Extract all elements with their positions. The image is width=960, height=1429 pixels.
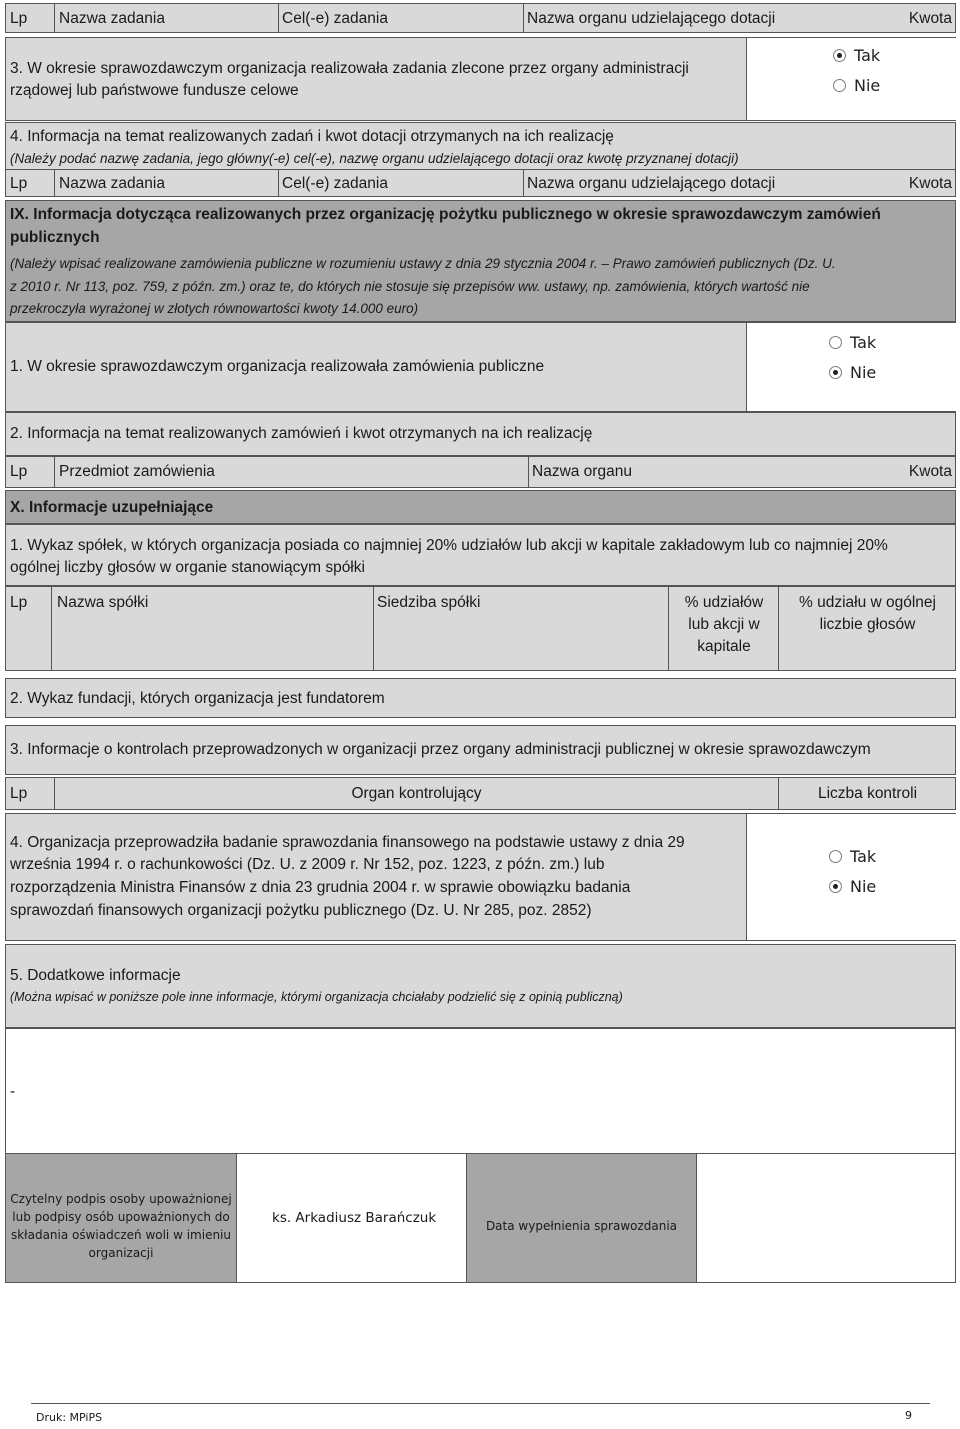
col-votes-line2: liczbie głosów [819,616,916,633]
date-value-cell[interactable] [697,1154,955,1282]
section-x [5,490,956,524]
col-task-goal: Cel(-e) zadania [282,175,388,192]
col-grant-organ: Nazwa organu udzielającego dotacji [527,175,776,192]
radio-tak[interactable]: Tak [833,46,880,65]
section-3-line2: rządowej lub państwowe fundusze celowe [10,82,299,99]
section-ix-title-1: IX. Informacja dotycząca realizowanych przez organizację pożytku publicznego w okresie sprawozdawczym zamówień [10,206,881,223]
task-table-header [5,3,956,33]
section-ix-note-2: z 2010 r. Nr 113, poz. 759, z późn. zm.) oraz te, do których nie stosuje się przepisów ww. ustawy, np. zamówienia, których wartość nie [10,279,810,294]
section-x-4-radio-panel [746,814,956,940]
section-x-5-title: 5. Dodatkowe informacje [10,967,181,984]
section-x-2 [5,678,956,718]
radio-nie[interactable]: Nie [829,363,876,382]
col-lp: Lp [10,785,28,802]
signature-block [5,1154,956,1283]
radio-tak-icon [829,850,842,863]
section-x-4 [5,813,956,941]
section-3 [5,37,956,121]
col-amount: Kwota [908,463,952,480]
col-lp: Lp [10,463,28,480]
col-organ-name: Nazwa organu [532,463,632,480]
col-shares-line3: kapitale [697,638,751,655]
section-x-3 [5,725,956,775]
radio-nie[interactable]: Nie [829,877,876,896]
date-label: Data wypełnienia sprawozdania [485,1219,678,1233]
col-lp: Lp [10,594,28,611]
section-ix-1 [5,322,956,412]
section-x-2-text: 2. Wykaz fundacji, których organizacja jest fundatorem [10,690,385,707]
section-ix-note-3: przekroczyła wyrażonej w złotych równowartości kwoty 14.000 euro) [10,301,419,316]
radio-nie-selected-icon [829,366,842,379]
section-3-radio-panel [746,38,956,120]
col-company-seat: Siedziba spółki [377,594,481,611]
section-4-title: 4. Informacja na temat realizowanych zadań i kwot dotacji otrzymanych na ich realizację [10,128,614,145]
section-4 [5,122,956,170]
col-lp: Lp [10,10,28,27]
section-x-5 [5,944,956,1028]
control-table-header [5,777,956,810]
section-ix-note-1: (Należy wpisać realizowane zamówienia publiczne w rozumieniu ustawy z dnia 29 stycznia 2004 r. – Prawo zamówień publicznych (Dz. U. [10,256,836,271]
additional-info-value: - [10,1083,16,1100]
col-grant-organ: Nazwa organu udzielającego dotacji [527,10,776,27]
signature-label-line4: organizacji [88,1246,154,1260]
signature-label-line1: Czytelny podpis osoby upoważnionej [10,1192,232,1206]
section-x-1 [5,524,956,586]
radio-tak-selected-icon [833,49,846,62]
section-x-4-line4: sprawozdań finansowych organizacji pożytku publicznego (Dz. U. Nr 285, poz. 2852) [10,902,592,919]
section-3-line1: 3. W okresie sprawozdawczym organizacja realizowała zadania zlecone przez organy administracji [10,60,689,77]
section-4-note: (Należy podać nazwę zadania, jego główny(-e) cel(-e), nazwę organu udzielającego dotacji oraz kwotę przyznanej dotacji) [10,151,739,166]
col-lp: Lp [10,175,28,192]
section-x-5-note: (Można wpisać w poniższe pole inne informacje, którymi organizacja chciałaby podzielić się z opinią publiczną) [10,990,623,1004]
radio-nie-icon [833,79,846,92]
section-x-title: X. Informacje uzupełniające [10,499,214,516]
section-x-1-line1: 1. Wykaz spółek, w których organizacja posiada co najmniej 20% udziałów lub akcji w kapitale zakładowym lub co najmniej 20% [10,537,888,554]
col-order-subject: Przedmiot zamówienia [59,463,215,480]
order-table-header [5,456,956,488]
radio-nie[interactable]: Nie [833,76,880,95]
col-amount: Kwota [908,175,952,192]
col-votes-line1: % udziału w ogólnej [798,594,936,611]
section-x-1-line2: ogólnej liczby głosów w organie stanowiącym spółki [10,559,365,576]
col-company-name: Nazwa spółki [57,594,149,611]
col-task-goal: Cel(-e) zadania [282,10,388,27]
col-control-count: Liczba kontroli [817,785,918,802]
signer-name: ks. Arkadiusz Barańczuk [272,1210,437,1226]
signature-label-cell [6,1154,237,1282]
signature-label-line2: lub podpisy osób upoważnionych do [12,1210,230,1224]
section-ix-1-text: 1. W okresie sprawozdawczym organizacja realizowała zamówienia publiczne [10,358,545,375]
radio-nie-selected-icon [829,880,842,893]
print-label: Druk: MPiPS [36,1411,103,1424]
task-table-2-header [5,169,956,197]
section-x-3-text: 3. Informacje o kontrolach przeprowadzonych w organizacji przez organy administracji publicznej w okresie sprawozdawczym [10,741,871,758]
col-amount: Kwota [908,10,952,27]
section-x-4-line1: 4. Organizacja przeprowadziła badanie sprawozdania finansowego na podstawie ustawy z dnia 29 [10,834,685,851]
radio-tak[interactable]: Tak [829,333,876,352]
section-ix-2-text: 2. Informacja na temat realizowanych zamówień i kwot otrzymanych na ich realizację [10,425,593,442]
additional-info-field[interactable] [5,1028,956,1154]
col-task-name: Nazwa zadania [59,175,165,192]
section-ix [5,200,956,322]
radio-tak[interactable]: Tak [829,847,876,866]
page-number: 9 [905,1409,912,1422]
section-ix-title-2: publicznych [10,229,100,246]
signature-label-line3: składania oświadczeń woli w imieniu [10,1228,231,1242]
radio-tak-icon [829,336,842,349]
col-shares-line2: lub akcji w [688,616,760,633]
col-control-organ: Organ kontrolujący [351,785,482,802]
signature-value-cell[interactable] [237,1154,466,1282]
col-shares-line1: % udziałów [684,594,764,611]
date-label-cell [466,1154,697,1282]
footer [0,1403,960,1429]
section-ix-2 [5,412,956,456]
section-ix-1-radio-panel [746,323,956,411]
col-task-name: Nazwa zadania [59,10,165,27]
section-x-4-line3: rozporządzenia Ministra Finansów z dnia 23 grudnia 2004 r. w sprawie obowiązku badania [10,879,631,896]
section-x-4-line2: września 1994 r. o rachunkowości (Dz. U. z 2009 r. Nr 152, poz. 1223, z późn. zm.) lub [10,856,605,873]
company-table-header [5,586,956,671]
